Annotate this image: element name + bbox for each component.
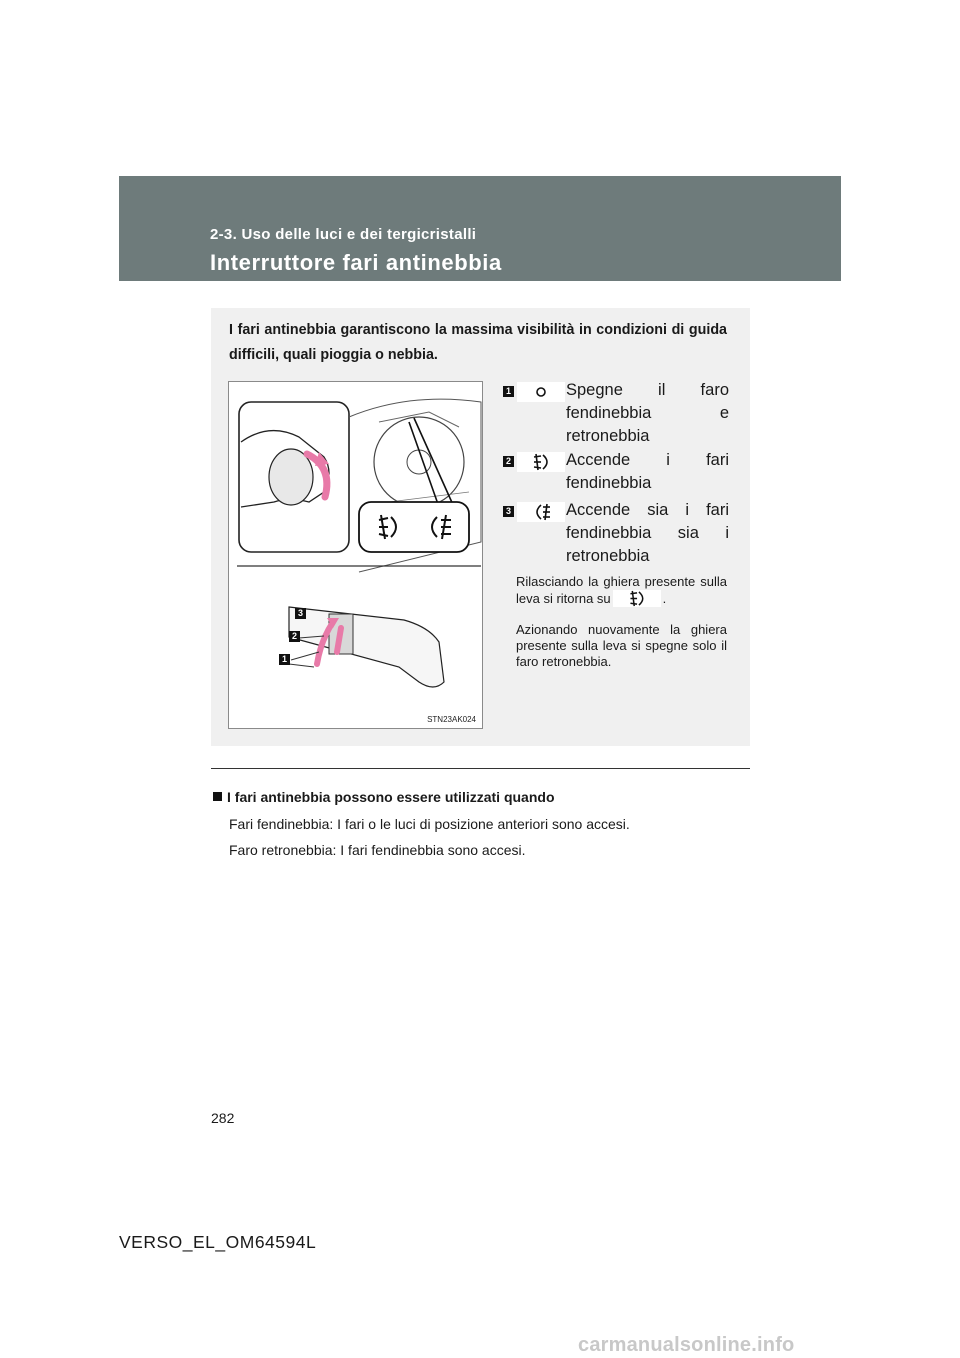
fog-off-icon xyxy=(517,382,565,402)
item-number: 3 xyxy=(503,506,514,517)
item-text: Accende i fari fendinebbia xyxy=(566,451,729,492)
illustration-code: STN23AK024 xyxy=(427,715,476,724)
illus-label-3: 3 xyxy=(295,608,306,619)
conditions-title-text: I fari antinebbia possono essere utilizzati quando xyxy=(227,789,555,805)
intro-text: I fari antinebbia garantiscono la massima visibilità in condizioni di guida difficili, quali pioggia o nebbia. xyxy=(229,322,727,363)
switch-drawing xyxy=(229,382,482,728)
condition-line-front: Fari fendinebbia: I fari o le luci di posizione anteriori sono accesi. xyxy=(229,816,630,832)
divider xyxy=(211,768,750,769)
front-fog-icon xyxy=(613,590,661,607)
item-text: Accende sia i fari fendinebbia sia i retronebbia xyxy=(566,501,729,565)
document-code: VERSO_EL_OM64594L xyxy=(119,1232,317,1252)
illus-label-2: 2 xyxy=(289,631,300,642)
note-return xyxy=(516,574,727,607)
conditions-title xyxy=(213,789,555,805)
item-number: 1 xyxy=(503,386,514,397)
bullet-square-icon xyxy=(213,792,222,801)
front-fog-icon xyxy=(517,452,565,472)
fog-switch-illustration xyxy=(228,381,483,729)
item-number: 2 xyxy=(503,456,514,467)
condition-line-rear: Faro retronebbia: I fari fendinebbia sono accesi. xyxy=(229,842,526,858)
note-return-end: . xyxy=(662,591,667,606)
rear-fog-icon xyxy=(517,502,565,522)
section-label: 2-3. Uso delle luci e dei tergicristalli xyxy=(210,226,477,243)
note-rear-off: Azionando nuovamente la ghiera presente sulla leva si spegne solo il faro retronebbia. xyxy=(516,622,727,669)
watermark: carmanualsonline.info xyxy=(578,1334,795,1356)
page-number: 282 xyxy=(211,1110,235,1126)
note-return-text: Rilasciando la ghiera presente sulla leva si ritorna su xyxy=(516,574,727,606)
illus-label-1: 1 xyxy=(279,654,290,665)
item-text: Spegne il faro fendinebbia e retronebbia xyxy=(566,381,729,445)
page-title: Interruttore fari antinebbia xyxy=(210,250,502,275)
